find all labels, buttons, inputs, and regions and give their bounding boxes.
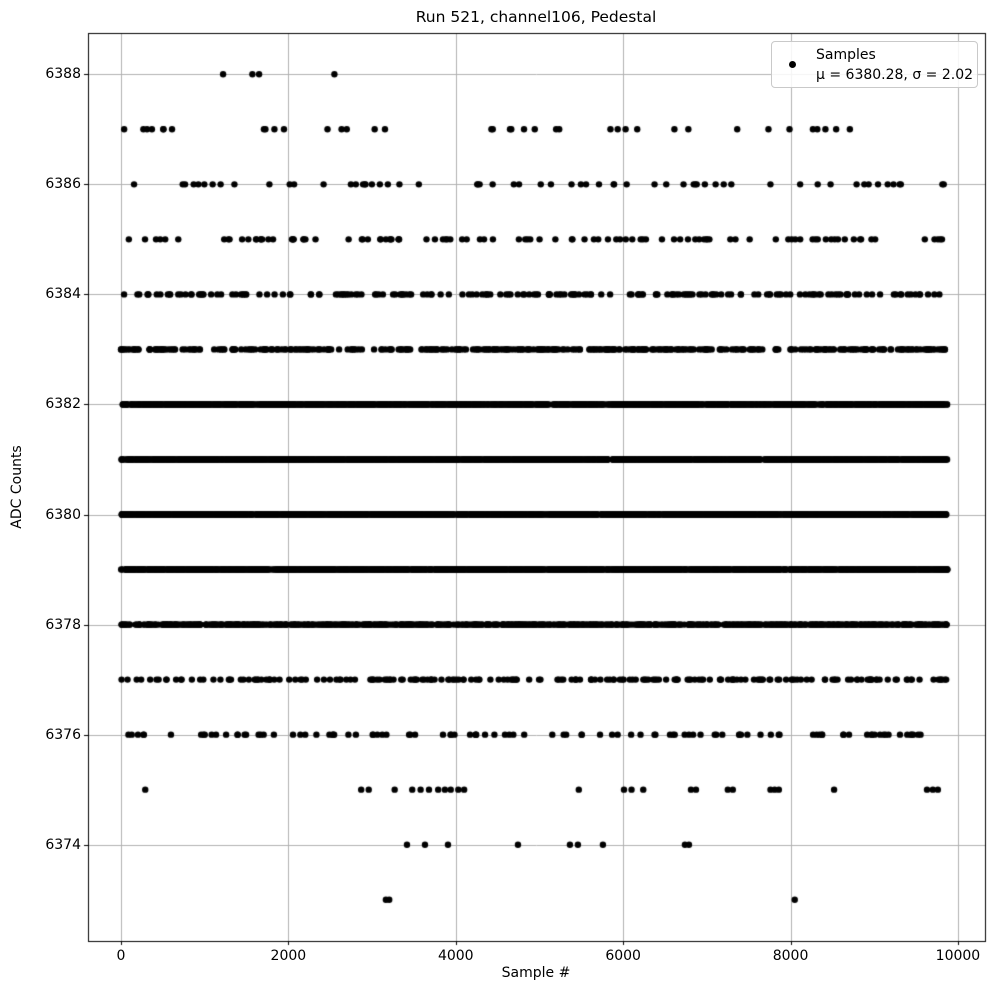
legend-stats: μ = 6380.28, σ = 2.02 — [816, 67, 974, 83]
x-tick-label: 8000 — [772, 948, 809, 964]
y-tick-label: 6380 — [45, 506, 81, 523]
x-tick-label: 2000 — [270, 948, 307, 964]
x-axis-label: Sample # — [501, 965, 571, 981]
y-tick-label: 6384 — [45, 286, 81, 303]
y-tick-label: 6374 — [45, 836, 81, 853]
y-tick-label: 6376 — [45, 726, 81, 743]
y-tick-label: 6386 — [45, 176, 81, 193]
legend-marker-dot — [789, 61, 796, 68]
y-tick-label: 6388 — [45, 66, 81, 83]
legend-label: Samples — [816, 47, 876, 63]
x-tick-label: 0 — [116, 948, 126, 964]
x-tick-label: 6000 — [605, 948, 641, 964]
legend — [771, 41, 978, 88]
y-tick-label: 6382 — [45, 396, 81, 413]
x-tick-label: 4000 — [437, 948, 474, 964]
y-axis-label: ADC Counts — [9, 445, 25, 529]
x-tick-label: 10000 — [935, 948, 981, 964]
y-tick-label: 6378 — [45, 616, 81, 633]
chart-title: Run 521, channel106, Pedestal — [415, 8, 657, 26]
